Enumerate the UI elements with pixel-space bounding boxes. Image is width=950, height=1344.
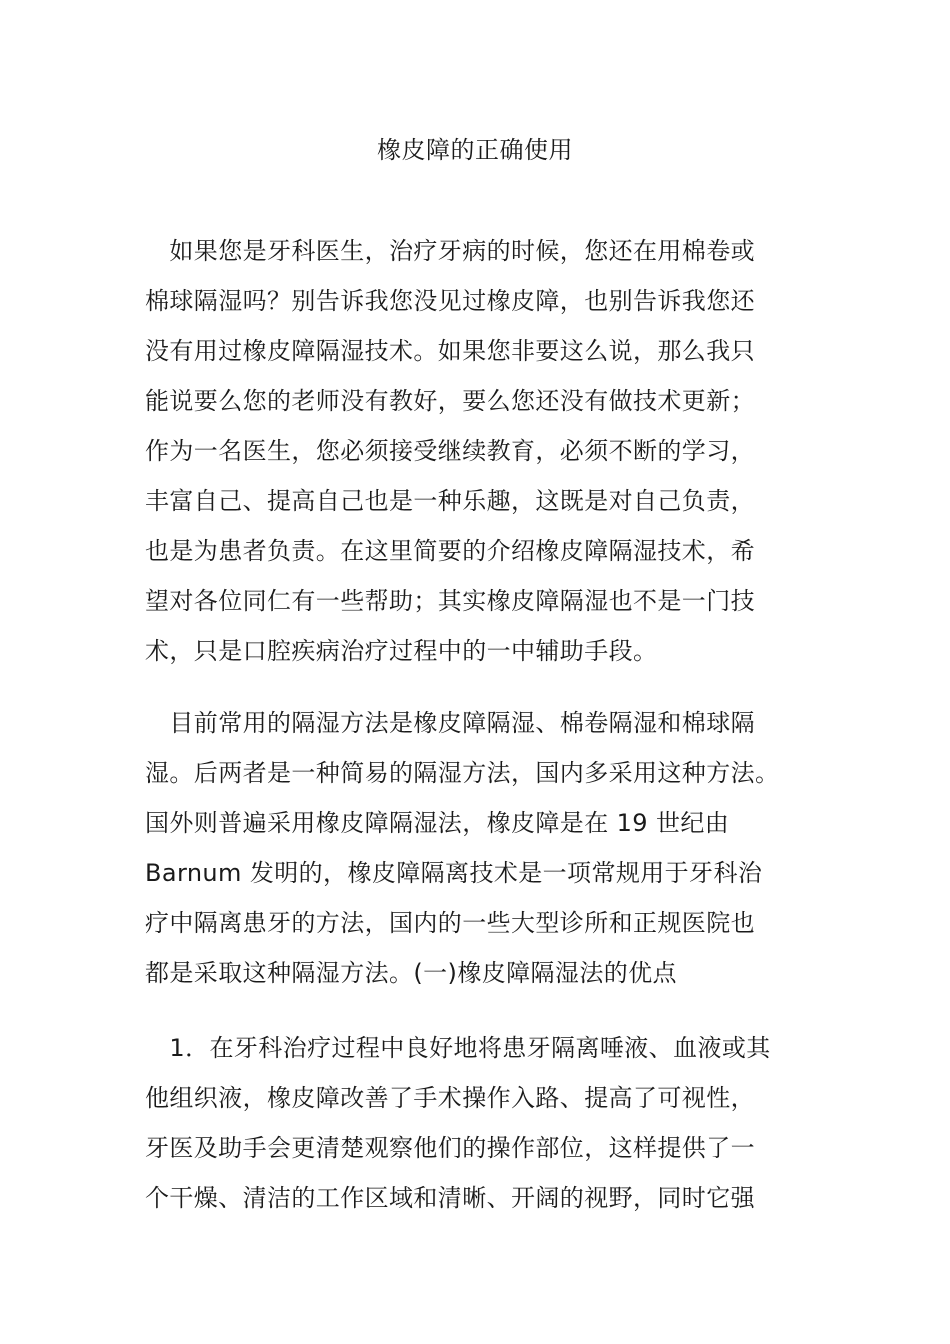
text-line: 没有用过橡皮障隔湿技术。如果您非要这么说，那么我只 [145, 337, 755, 365]
paragraph-2 [145, 698, 810, 998]
text-line: Barnum 发明的，橡皮障隔离技术是一项常规用于牙科治 [145, 859, 763, 887]
text-line: 也是为患者负责。在这里简要的介绍橡皮障隔湿技术，希 [145, 537, 755, 565]
text-line: 疗中隔离患牙的方法，国内的一些大型诊所和正规医院也 [145, 909, 755, 937]
text-line: 能说要么您的老师没有教好，要么您还没有做技术更新； [145, 387, 755, 415]
text-line: 望对各位同仁有一些帮助；其实橡皮障隔湿也不是一门技 [145, 587, 755, 615]
paragraph-1 [145, 226, 810, 676]
text-line: 1．在牙科治疗过程中良好地将患牙隔离唾液、血液或其 [145, 1034, 771, 1062]
text-line: 国外则普遍采用橡皮障隔湿法，橡皮障是在 19 世纪由 [145, 809, 730, 837]
text-line: 如果您是牙科医生，治疗牙病的时候，您还在用棉卷或 [145, 237, 755, 265]
text-line: 他组织液，橡皮障改善了手术操作入路、提高了可视性， [145, 1084, 755, 1112]
paragraph-3 [145, 1023, 810, 1223]
text-line: 术，只是口腔疾病治疗过程中的一中辅助手段。 [145, 637, 658, 665]
document-title: 橡皮障的正确使用 [377, 136, 573, 164]
text-line: 丰富自己、提高自己也是一种乐趣，这既是对自己负责， [145, 487, 755, 515]
text-line: 目前常用的隔湿方法是橡皮障隔湿、棉卷隔湿和棉球隔 [145, 709, 755, 737]
text-line: 都是采取这种隔湿方法。(一)橡皮障隔湿法的优点 [145, 959, 677, 987]
text-line: 棉球隔湿吗？别告诉我您没见过橡皮障，也别告诉我您还 [145, 287, 755, 315]
text-line: 个干燥、清洁的工作区域和清晰、开阔的视野，同时它强 [145, 1184, 755, 1212]
text-line: 作为一名医生，您必须接受继续教育，必须不断的学习， [145, 437, 755, 465]
text-line: 牙医及助手会更清楚观察他们的操作部位，这样提供了一 [145, 1134, 755, 1162]
text-line: 湿。后两者是一种简易的隔湿方法，国内多采用这种方法。 [145, 759, 780, 787]
